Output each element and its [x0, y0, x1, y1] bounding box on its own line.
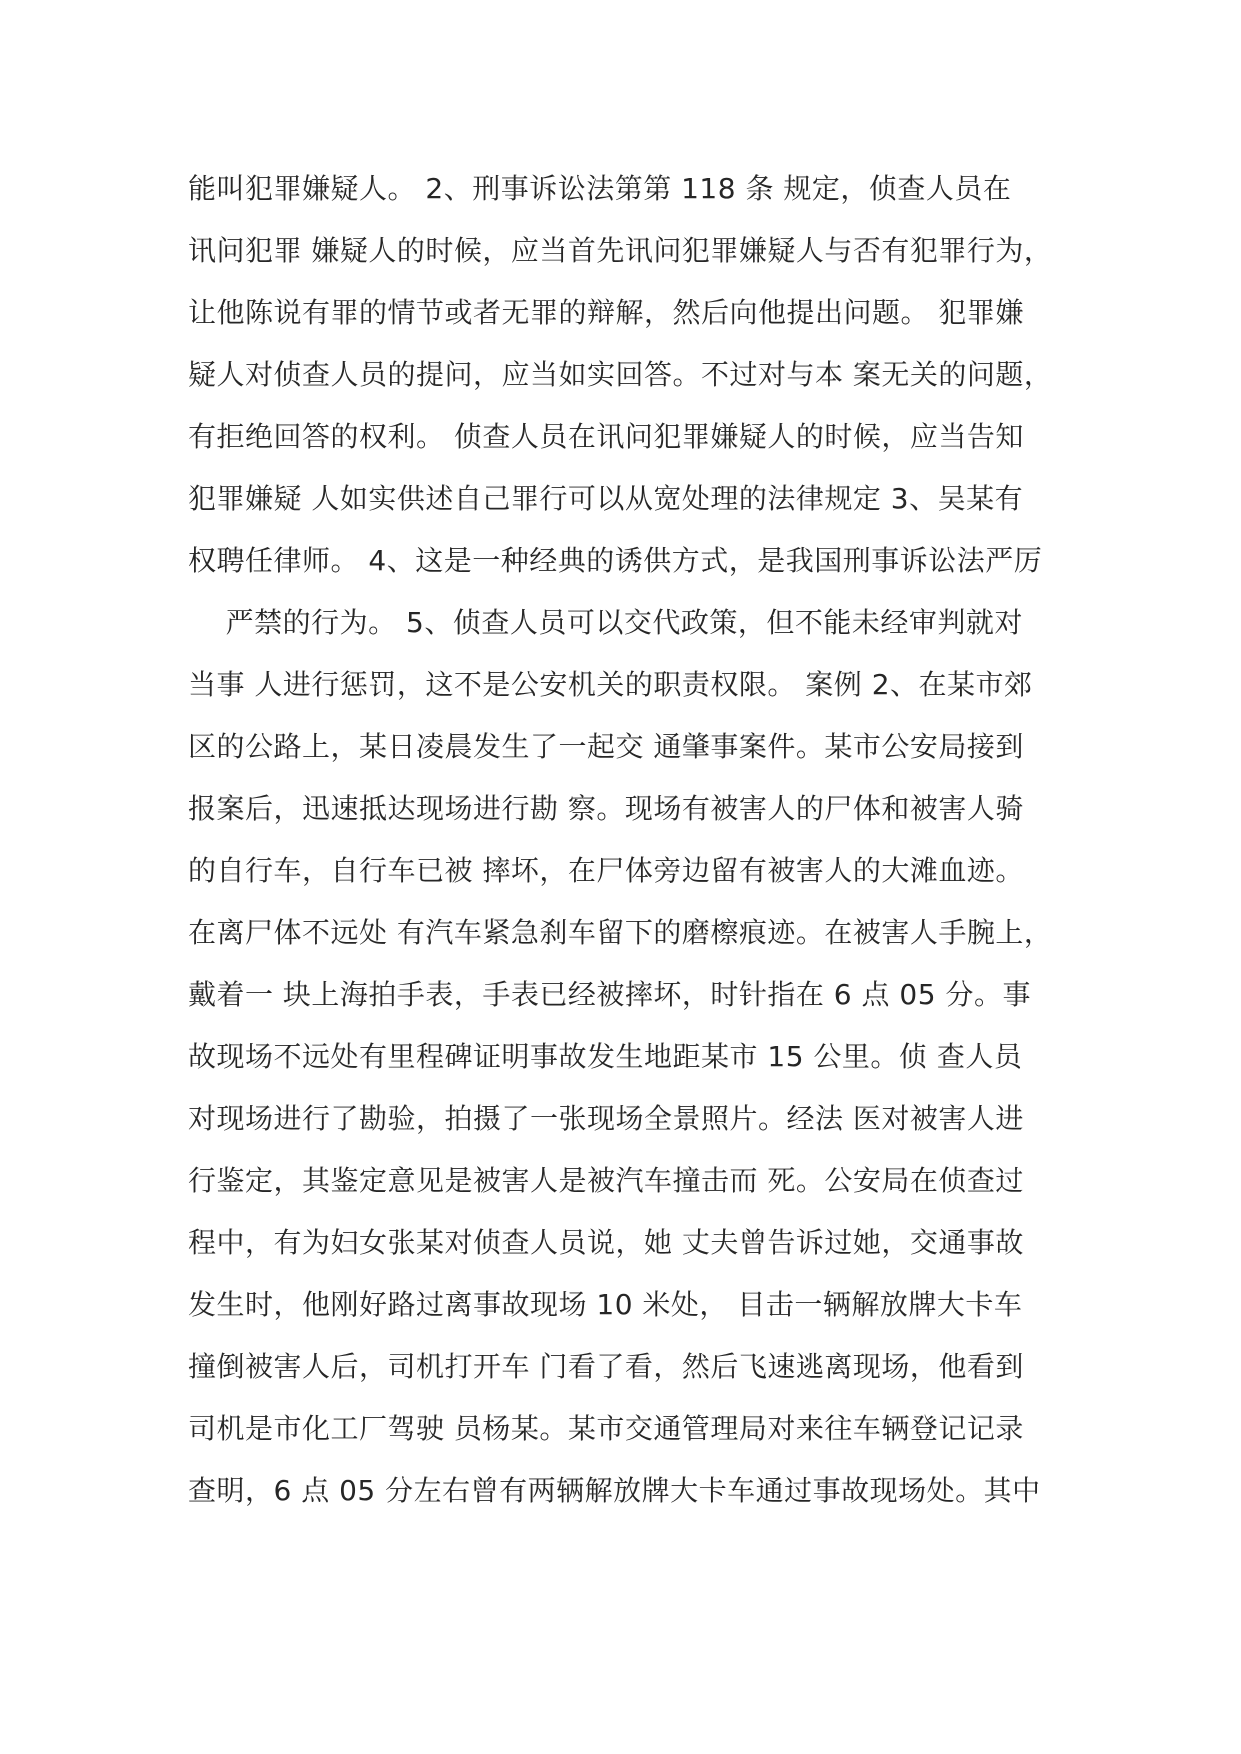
text-line-4: 疑人对侦查人员的提问，应当如实回答。不过对与本 案无关的问题， [188, 358, 1053, 391]
text-line-6: 犯罪嫌疑 人如实供述自己罪行可以从宽处理的法律规定 3、吴某有 [188, 482, 1024, 515]
text-line-1: 能叫犯罪嫌疑人。 2、刑事诉讼法第第 118 条 规定，侦查人员在 [188, 172, 1012, 205]
text-line-7: 权聘任律师。 4、这是一种经典的诱供方式，是我国刑事诉讼法严厉 [188, 544, 1043, 577]
text-line-18: 程中，有为妇女张某对侦查人员说，她 丈夫曾告诉过她，交通事故 [188, 1226, 1024, 1259]
text-line-9: 当事 人进行惩罚，这不是公安机关的职责权限。 案例 2、在某市郊 [188, 668, 1033, 701]
text-line-17: 行鉴定，其鉴定意见是被害人是被汽车撞击而 死。公安局在侦查过 [188, 1164, 1024, 1197]
text-line-2: 讯问犯罪 嫌疑人的时候，应当首先讯问犯罪嫌疑人与否有犯罪行为， [188, 234, 1053, 267]
document-body [188, 158, 1068, 1522]
text-line-13: 在离尸体不远处 有汽车紧急刹车留下的磨檫痕迹。在被害人手腕上， [188, 916, 1053, 949]
text-line-20: 撞倒被害人后，司机打开车 门看了看，然后飞速逃离现场，他看到 [188, 1350, 1024, 1383]
text-line-19: 发生时，他刚好路过离事故现场 10 米处， 目击一辆解放牌大卡车 [188, 1288, 1023, 1321]
text-line-5: 有拒绝回答的权利。 侦查人员在讯问犯罪嫌疑人的时候，应当告知 [188, 420, 1024, 453]
text-line-22: 查明，6 点 05 分左右曾有两辆解放牌大卡车通过事故现场处。其中 [188, 1474, 1041, 1507]
text-line-8: 严禁的行为。 5、侦查人员可以交代政策，但不能未经审判就对 [188, 606, 1023, 639]
text-line-16: 对现场进行了勘验，拍摄了一张现场全景照片。经法 医对被害人进 [188, 1102, 1024, 1135]
text-line-11: 报案后，迅速抵达现场进行勘 察。现场有被害人的尸体和被害人骑 [188, 792, 1024, 825]
text-line-14: 戴着一 块上海拍手表，手表已经被摔坏，时针指在 6 点 05 分。事 [188, 978, 1031, 1011]
text-line-10: 区的公路上，某日凌晨发生了一起交 通肇事案件。某市公安局接到 [188, 730, 1024, 763]
text-line-3: 让他陈说有罪的情节或者无罪的辩解，然后向他提出问题。 犯罪嫌 [188, 296, 1024, 329]
text-line-12: 的自行车，自行车已被 摔坏，在尸体旁边留有被害人的大滩血迹。 [188, 854, 1024, 887]
text-line-21: 司机是市化工厂驾驶 员杨某。某市交通管理局对来往车辆登记记录 [188, 1412, 1024, 1445]
text-line-15: 故现场不远处有里程碑证明事故发生地距某市 15 公里。侦 查人员 [188, 1040, 1023, 1073]
